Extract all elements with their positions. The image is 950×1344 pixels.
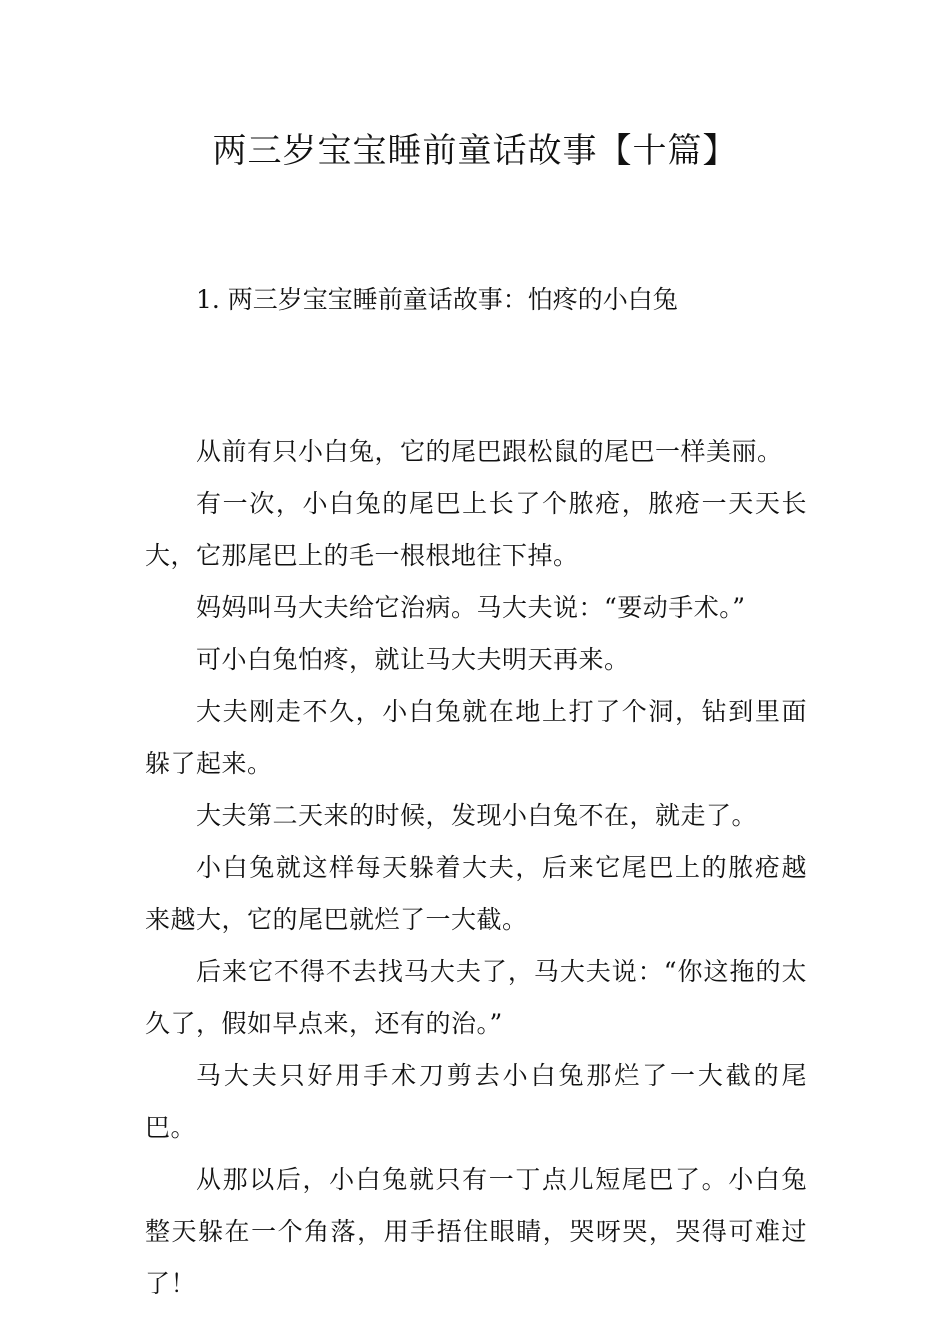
paragraph: 小白兔就这样每天躲着大夫，后来它尾巴上的脓疮越来越大，它的尾巴就烂了一大截。 — [145, 853, 807, 934]
paragraph: 妈妈叫马大夫给它治病。马大夫说：“要动手术。” — [196, 593, 746, 622]
document-title: 两三岁宝宝睡前童话故事【十篇】 — [212, 131, 738, 171]
paragraph: 马大夫只好用手术刀剪去小白兔那烂了一大截的尾巴。 — [145, 1061, 807, 1142]
paragraph: 后来它不得不去找马大夫了，马大夫说：“你这拖的太久了，假如早点来，还有的治。” — [145, 957, 807, 1038]
paragraph: 从前有只小白兔，它的尾巴跟松鼠的尾巴一样美丽。 — [196, 437, 783, 466]
paragraph: 从那以后，小白兔就只有一丁点儿短尾巴了。小白兔整天躲在一个角落，用手捂住眼睛，哭呀哭，哭得可难过了！ — [145, 1165, 807, 1298]
paragraph: 有一次，小白兔的尾巴上长了个脓疮，脓疮一天天长大，它那尾巴上的毛一根根地往下掉。 — [145, 489, 807, 570]
section-heading: 1. 两三岁宝宝睡前童话故事：怕疼的小白兔 — [196, 285, 678, 314]
paragraph: 大夫第二天来的时候，发现小白兔不在，就走了。 — [196, 801, 758, 830]
paragraph: 大夫刚走不久，小白兔就在地上打了个洞，钻到里面躲了起来。 — [145, 697, 807, 778]
paragraph: 可小白兔怕疼，就让马大夫明天再来。 — [196, 645, 630, 674]
story-body — [145, 426, 807, 1310]
